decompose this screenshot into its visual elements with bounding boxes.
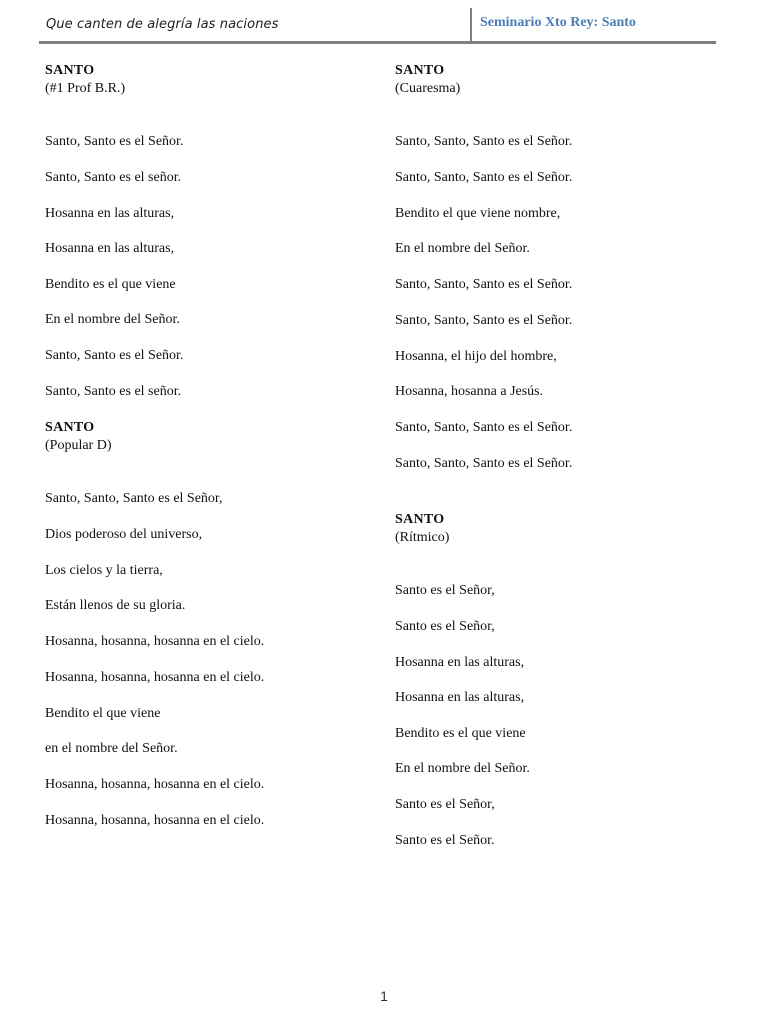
- lyric-line: Santo, Santo, Santo es el Señor.: [395, 420, 573, 436]
- song-title: SANTO: [395, 63, 445, 78]
- lyric-line: Hosanna en las alturas,: [45, 241, 175, 257]
- lyric-line: En el nombre del Señor.: [395, 241, 530, 257]
- stanza: [45, 347, 375, 401]
- lyric-line: Santo es el Señor,: [395, 797, 495, 813]
- lyric-line: Santo, Santo, Santo es el Señor.: [395, 277, 573, 293]
- song-title: SANTO: [45, 419, 95, 435]
- song-title: SANTO: [395, 511, 445, 527]
- lyric-line: Bendito es el que viene: [395, 725, 526, 741]
- stanza: [395, 133, 725, 187]
- stanza: [45, 776, 375, 830]
- lyric-line: Santo, Santo es el Señor.: [45, 134, 184, 149]
- lyric-line: Santo, Santo, Santo es el Señor,: [45, 490, 223, 506]
- lyric-line: Santo, Santo, Santo es el Señor.: [395, 169, 573, 185]
- lyric-line: Hosanna, hosanna, hosanna en el cielo.: [45, 777, 265, 793]
- stanza: [395, 419, 725, 473]
- lyric-line: Santo es el Señor.: [395, 832, 495, 848]
- header-divider: [470, 8, 472, 42]
- lyric-line: Santo, Santo es el señor.: [45, 383, 182, 399]
- lyric-line: Santo, Santo es el Señor.: [45, 348, 184, 364]
- song-block: [395, 62, 725, 473]
- header-document-title: Que canten de alegría las naciones: [46, 17, 279, 32]
- stanza: [395, 348, 725, 402]
- song-subtitle: (Cuaresma): [395, 81, 461, 96]
- left-column: [45, 62, 375, 848]
- lyric-line: Hosanna en las alturas,: [45, 205, 175, 221]
- lyric-line: Bendito es el que viene: [45, 276, 176, 292]
- stanza: [395, 205, 725, 259]
- song-block: [45, 419, 375, 830]
- lyric-line: Santo es el Señor,: [395, 618, 495, 634]
- lyric-line: Santo, Santo es el señor.: [45, 169, 182, 185]
- lyric-line: En el nombre del Señor.: [395, 761, 530, 777]
- stanza: [45, 490, 375, 544]
- lyric-line: Dios poderoso del universo,: [45, 526, 203, 542]
- lyric-line: en el nombre del Señor.: [45, 741, 178, 757]
- right-column: [395, 62, 725, 868]
- stanza: [395, 276, 725, 330]
- lyric-line: Santo, Santo, Santo es el Señor.: [395, 134, 573, 149]
- stanza: [45, 705, 375, 759]
- lyric-line: Hosanna, hosanna, hosanna en el cielo.: [45, 812, 265, 828]
- stanza: [45, 562, 375, 616]
- stanza: [45, 633, 375, 687]
- lyric-line: Hosanna, hosanna, hosanna en el cielo.: [45, 634, 265, 650]
- song-block: [395, 511, 725, 850]
- page-number: 1: [380, 988, 388, 1004]
- lyric-line: Hosanna en las alturas,: [395, 654, 525, 670]
- stanza: [45, 133, 375, 187]
- song-subtitle: (Popular D): [45, 437, 112, 453]
- lyric-line: Bendito el que viene: [45, 705, 161, 721]
- page-header: [39, 8, 716, 44]
- lyric-line: Los cielos y la tierra,: [45, 562, 163, 578]
- lyric-line: Santo, Santo, Santo es el Señor.: [395, 455, 573, 471]
- lyric-line: Santo es el Señor,: [395, 582, 495, 598]
- song-subtitle: (#1 Prof B.R.): [45, 81, 126, 96]
- lyric-line: Hosanna, hosanna a Jesús.: [395, 384, 544, 400]
- lyric-line: Hosanna, el hijo del hombre,: [395, 348, 557, 364]
- lyric-line: Están llenos de su gloria.: [45, 598, 186, 614]
- stanza: [45, 205, 375, 330]
- header-section-title: Seminario Xto Rey: Santo: [480, 15, 636, 30]
- lyric-line: Bendito el que viene nombre,: [395, 205, 561, 221]
- lyric-line: Santo, Santo, Santo es el Señor.: [395, 312, 573, 328]
- stanza: [395, 796, 725, 850]
- lyric-line: Hosanna en las alturas,: [395, 690, 525, 706]
- lyric-line: Hosanna, hosanna, hosanna en el cielo.: [45, 669, 265, 685]
- song-subtitle: (Rítmico): [395, 529, 450, 545]
- stanza: [395, 654, 725, 779]
- song-block: [45, 62, 375, 401]
- stanza: [395, 582, 725, 636]
- song-title: SANTO: [45, 63, 95, 78]
- lyric-line: En el nombre del Señor.: [45, 312, 180, 328]
